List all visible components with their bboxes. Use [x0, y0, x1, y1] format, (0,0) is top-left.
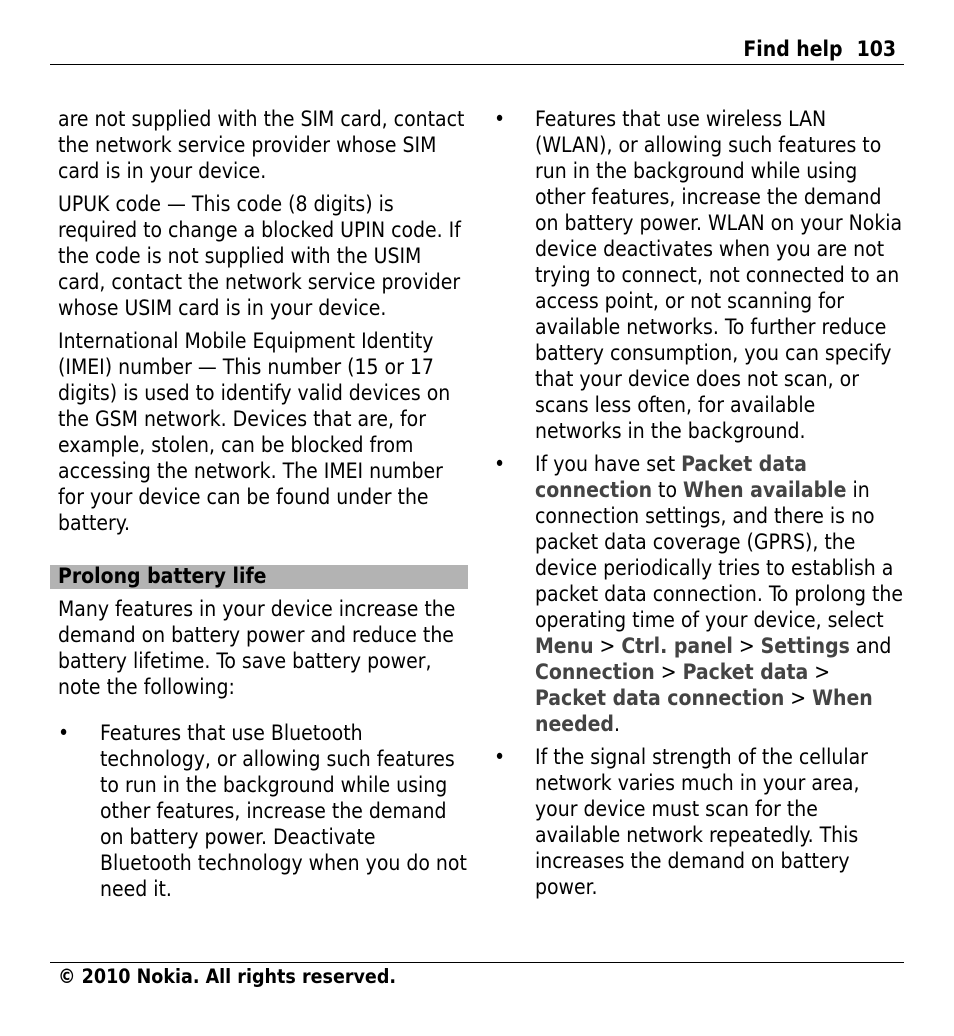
paragraph-sim-continued: are not supplied with the SIM card, contact the network service provider whose SIM card is in your device.	[58, 107, 465, 183]
footer-rule	[50, 962, 904, 963]
left-column	[58, 106, 468, 909]
ui-term-when-available: When available	[683, 478, 847, 502]
path-separator: >	[808, 660, 831, 684]
battery-tips-list-continued	[492, 106, 904, 900]
ui-term-packet-data-connection-2: Packet data connection	[535, 686, 785, 710]
paragraph-imei: International Mobile Equipment Identity (IMEI) number — This number (15 or 17 digits) is used to identify valid devices on the GSM network. Devices that are, for example, stolen, can be blocked from accessing the network. The IMEI number for your device can be found under the battery.	[58, 329, 451, 535]
bullet-glyph: •	[494, 745, 506, 769]
list-item-signal-strength	[492, 744, 904, 900]
bullet-glyph: •	[58, 721, 70, 745]
path-separator: >	[593, 634, 622, 658]
page-number: 103	[856, 37, 896, 61]
path-separator: >	[654, 660, 683, 684]
header-section-title: Find help	[743, 37, 843, 61]
copyright-footer: © 2010 Nokia. All rights reserved.	[58, 965, 397, 988]
ui-term-packet-data: Packet data	[682, 660, 809, 684]
paragraph-battery-intro: Many features in your device increase the demand on battery power and reduce the battery lifetime. To save battery power, note the following:	[58, 597, 456, 699]
list-item-text: Features that use wireless LAN (WLAN), or allowing such features to run in the background while using other features, increase the demand on battery power. WLAN on your Nokia device deactivates when you are not trying to connect, not connected to an access point, or not scanning for available networks. To further reduce battery consumption, you can specify that your device does not scan, or scans less often, for available networks in the background.	[535, 107, 903, 443]
paragraph-upuk-code: UPUK code — This code (8 digits) is required to change a blocked UPIN code. If the code is not supplied with the USIM card, contact the network service provider whose USIM card is in your device.	[58, 192, 461, 320]
bullet-glyph: •	[494, 452, 506, 476]
ui-term-when-needed: When needed	[535, 686, 873, 736]
list-item-wlan	[492, 106, 904, 444]
list-item-bluetooth	[58, 720, 468, 902]
battery-tips-list	[58, 720, 468, 902]
header-rule	[50, 64, 904, 65]
right-column	[492, 106, 904, 907]
ui-term-packet-data-connection: Packet data connection	[535, 452, 807, 502]
ui-term-ctrl-panel: Ctrl. panel	[621, 634, 733, 658]
ui-term-connection: Connection	[535, 660, 655, 684]
list-item-text: Features that use Bluetooth technology, or allowing such features to run in the background while using other features, increase the demand on battery power. Deactivate Bluetooth technology when you do not need it.	[100, 721, 467, 901]
text-run: and	[849, 634, 892, 658]
path-separator: >	[784, 686, 813, 710]
section-heading-prolong-battery: Prolong battery life	[50, 565, 468, 589]
text-run: in connection settings, and there is no packet data coverage (GPRS), the device periodically tries to establish a packet data connection. To prolong the operating time of your device, select	[535, 478, 903, 632]
ui-term-menu: Menu	[535, 634, 594, 658]
path-separator: >	[732, 634, 761, 658]
ui-term-settings: Settings	[760, 634, 850, 658]
list-item-text: If the signal strength of the cellular network varies much in your area, your device must scan for the available network repeatedly. This increases the demand on battery power.	[535, 745, 868, 899]
list-item-packet-data	[492, 451, 904, 737]
text-run: If you have set	[535, 452, 682, 476]
text-run: to	[652, 478, 684, 502]
bullet-glyph: •	[494, 107, 506, 131]
page-header	[743, 36, 896, 62]
text-run: .	[613, 712, 620, 736]
